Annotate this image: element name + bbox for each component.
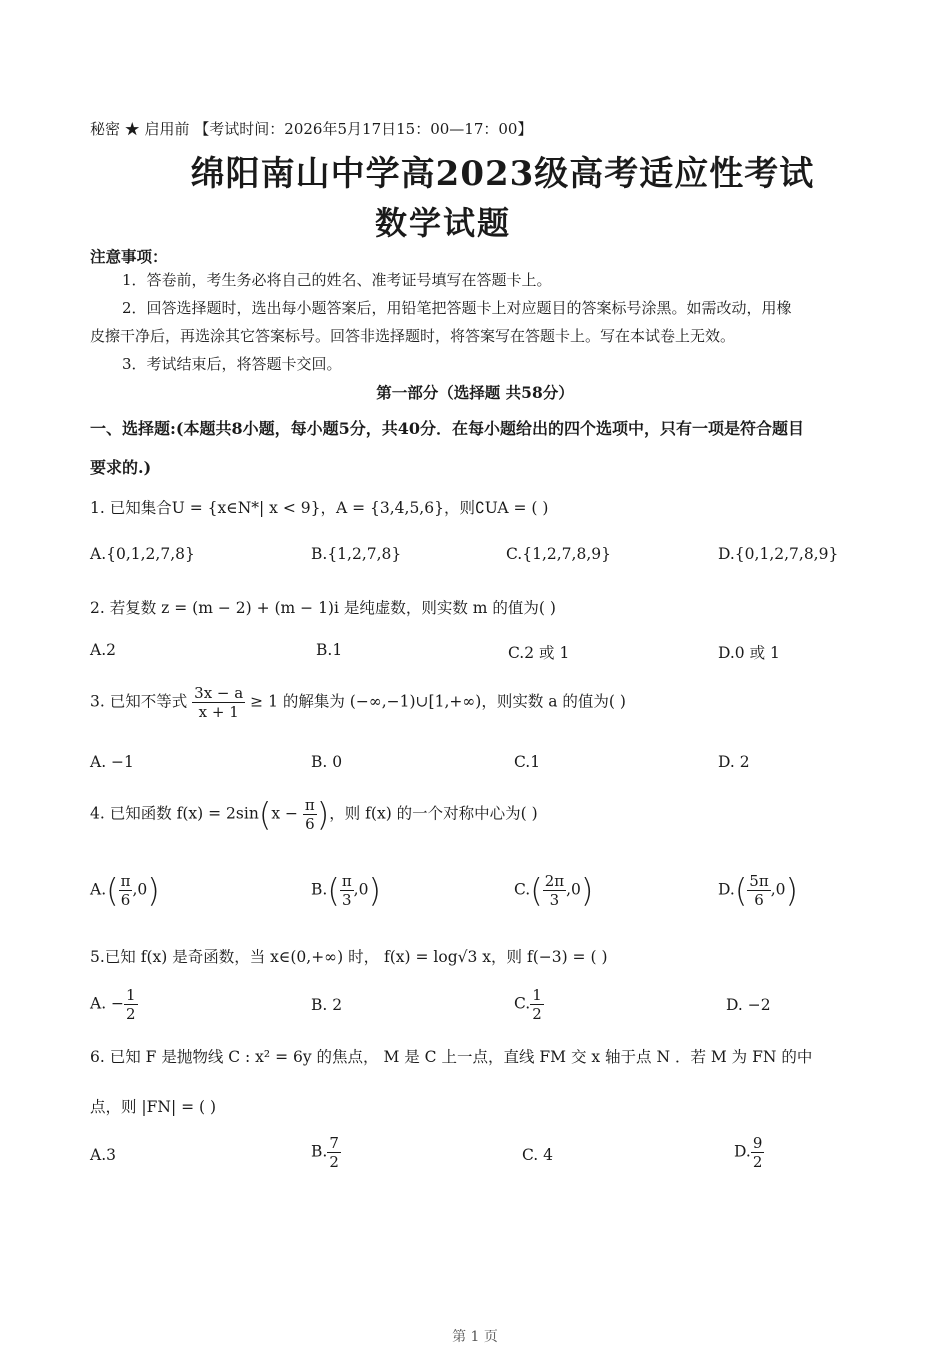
q1-option-c: C.{1,2,7,8,9}	[506, 545, 611, 563]
q2-option-c: C.2 或 1	[508, 644, 570, 662]
q4-c-fraction	[543, 872, 566, 909]
q5-c-fraction	[530, 986, 544, 1023]
q1-option-b: B.{1,2,7,8}	[311, 545, 402, 563]
note-item-2b: 皮擦干净后，再选涂其它答案标号。回答非选择题时，将答案写在答题卡上。写在本试卷上无效。	[90, 327, 736, 345]
q2-option-a: A.2	[90, 641, 116, 659]
page-footer: 第 1 页	[452, 1329, 498, 1345]
numerator: 7	[329, 1134, 339, 1152]
part-heading: 第一部分（选择题 共58分）	[376, 383, 574, 402]
section-heading-line1: 一、选择题:(本题共8小题，每小题5分，共40分．在每小题给出的四个选项中，只有一项是符合题目	[90, 419, 805, 438]
numerator: 5π	[749, 872, 769, 890]
q3-fraction	[192, 684, 245, 721]
numerator: 2π	[544, 872, 565, 890]
question-6-line2: 点，则 |FN| = ( )	[90, 1098, 217, 1116]
question-3-stem	[90, 684, 626, 721]
q3-option-c: C.1	[514, 753, 541, 771]
numerator: 9	[752, 1134, 763, 1152]
q3-option-a: A. −1	[90, 753, 134, 771]
question-1-stem: 1. 已知集合U = {x∈N*| x < 9}，A = {3,4,5,6}，则∁UA = ( )	[90, 499, 549, 517]
zero: ,0	[353, 880, 369, 899]
q5-option-d: D. −2	[726, 996, 771, 1014]
q4-suffix: ，则 f(x) 的一个对称中心为( )	[329, 804, 538, 823]
denominator: 2	[532, 1005, 542, 1023]
zero: ,0	[132, 880, 148, 899]
q4-fraction	[303, 796, 317, 833]
q5-option-b: B. 2	[311, 996, 343, 1014]
q2-option-b: B.1	[316, 641, 343, 659]
left-paren: (	[734, 871, 748, 910]
zero: ,0	[770, 880, 786, 899]
denominator: 3	[549, 891, 560, 909]
q3-denominator: x + 1	[198, 703, 239, 721]
question-5-stem: 5.已知 f(x) 是奇函数，当 x∈(0,+∞) 时， f(x) = log√3 x，则 f(−3) = ( )	[90, 948, 608, 966]
section-heading-line2: 要求的.)	[90, 458, 152, 477]
q3-option-d: D. 2	[718, 753, 750, 771]
q6-option-b-label: B.	[311, 1142, 328, 1161]
numerator: π	[341, 872, 352, 890]
q6-d-fraction	[751, 1134, 765, 1171]
denominator: 2	[126, 1005, 136, 1023]
q6-option-b	[311, 1134, 341, 1171]
denominator: 2	[752, 1153, 763, 1171]
q6-option-d-label: D.	[734, 1142, 751, 1161]
q6-b-fraction	[327, 1134, 341, 1171]
notes-heading: 注意事项：	[90, 247, 168, 266]
q1-option-a: A.{0,1,2,7,8}	[90, 545, 195, 563]
q3-option-b: B. 0	[311, 753, 343, 771]
numerator: π	[120, 872, 131, 890]
left-paren: (	[327, 871, 340, 910]
q4-prefix: 4. 已知函数 f(x) = 2sin	[90, 804, 259, 823]
q2-option-d: D.0 或 1	[718, 644, 780, 662]
q5-option-c	[514, 986, 544, 1023]
q4-b-fraction	[340, 872, 354, 909]
q4-d-fraction	[747, 872, 770, 909]
right-paren: )	[785, 871, 798, 910]
denominator: 2	[329, 1153, 339, 1171]
q3-prefix: 3. 已知不等式	[90, 692, 188, 711]
q4-denominator: 6	[305, 815, 315, 833]
q4-option-a-label: A.	[90, 880, 107, 899]
question-2-stem: 2. 若复数 z = (m − 2) + (m − 1)i 是纯虚数，则实数 m 的值为( )	[90, 599, 556, 617]
q6-option-a: A.3	[90, 1146, 116, 1164]
denominator: 6	[120, 891, 131, 909]
note-item-1: 1．答卷前，考生务必将自己的姓名、准考证号填写在答题卡上。	[122, 271, 552, 289]
q5-option-a	[90, 986, 138, 1023]
q5-option-a-label: A. −	[90, 994, 125, 1013]
left-paren: (	[530, 871, 543, 910]
denominator: 3	[341, 891, 352, 909]
left-paren: (	[106, 871, 119, 910]
q1-option-d: D.{0,1,2,7,8,9}	[718, 545, 839, 563]
q3-suffix: ≥ 1 的解集为 (−∞,−1)∪[1,+∞)，则实数 a 的值为( )	[250, 692, 626, 711]
question-6-line1: 6. 已知 F 是抛物线 C : x² = 6y 的焦点， M 是 C 上一点，直线 FM 交 x 轴于点 N ．若 M 为 FN 的中	[90, 1048, 813, 1066]
q4-inner: x −	[271, 804, 298, 823]
right-paren: )	[316, 795, 330, 834]
right-paren: )	[580, 871, 594, 910]
q4-option-d	[718, 872, 798, 909]
q4-option-c-label: C.	[514, 880, 531, 899]
q6-option-c: C. 4	[522, 1146, 554, 1164]
q5-a-fraction	[124, 986, 138, 1023]
q6-option-d	[734, 1134, 764, 1171]
exam-title: 绵阳南山中学高2023级高考适应性考试	[190, 154, 815, 194]
note-item-2a: 2．回答选择题时，选出每小题答案后，用铅笔把答题卡上对应题目的答案标号涂黑。如需改动，用橡	[122, 299, 792, 317]
left-paren: (	[258, 795, 272, 834]
numerator: 1	[532, 986, 542, 1004]
q4-numerator: π	[304, 796, 315, 814]
q4-option-b	[311, 872, 381, 909]
zero: ,0	[566, 880, 581, 899]
q5-option-c-label: C.	[514, 994, 531, 1013]
right-paren: )	[147, 871, 160, 910]
denominator: 6	[754, 891, 764, 909]
right-paren: )	[368, 871, 381, 910]
q4-option-c	[514, 872, 593, 909]
q4-a-fraction	[119, 872, 133, 909]
q4-option-b-label: B.	[311, 880, 328, 899]
note-item-3: 3．考试结束后，将答题卡交回。	[122, 355, 342, 373]
numerator: 1	[126, 986, 136, 1004]
q4-option-a	[90, 872, 160, 909]
question-4-stem	[90, 796, 538, 833]
secret-header: 秘密 ★ 启用前 【考试时间：2026年5月17日15：00—17：00】	[90, 120, 533, 138]
exam-subtitle: 数学试题	[374, 204, 511, 242]
q3-numerator: 3x − a	[194, 684, 244, 702]
q4-option-d-label: D.	[718, 880, 735, 899]
